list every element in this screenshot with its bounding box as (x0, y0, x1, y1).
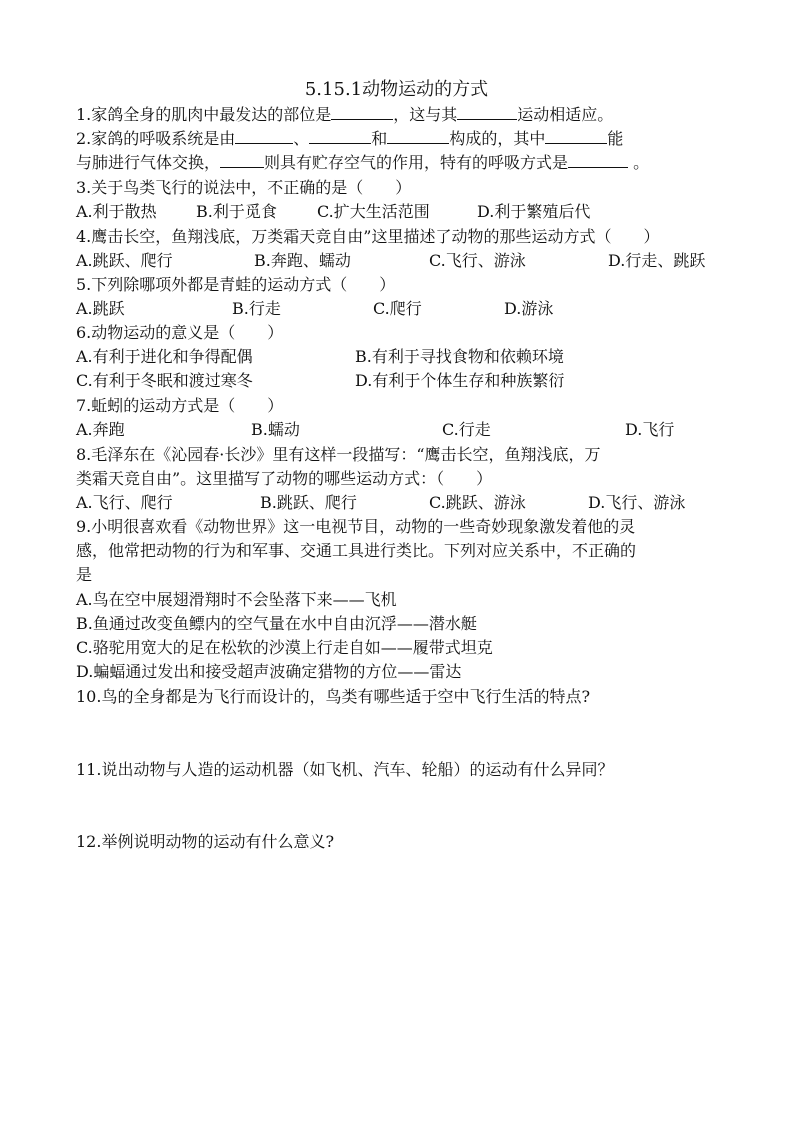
option-b[interactable]: B.跳跃、爬行 (260, 493, 357, 512)
question-8-options (76, 492, 736, 514)
answer-blank[interactable] (220, 152, 264, 168)
question-5-options (76, 298, 736, 320)
question-3-options (76, 201, 736, 223)
option-a[interactable]: A.奔跑 (76, 420, 125, 439)
option-b[interactable]: B.蠕动 (251, 420, 300, 439)
question-6-stem: 6.动物运动的意义是（ ） (76, 323, 284, 342)
question-7-stem: 7.蚯蚓的运动方式是（ ） (76, 396, 284, 415)
question-9-line-2: 感，他常把动物的行为和军事、交通工具进行类比。下列对应关系中，不正确的 (76, 541, 637, 560)
question-11: 11.说出动物与人造的运动机器（如飞机、汽车、轮船）的运动有什么异同？ (76, 760, 614, 779)
option-c[interactable]: C.行走 (442, 420, 491, 439)
answer-blank[interactable] (387, 128, 449, 144)
question-4-options (76, 250, 736, 272)
question-2-line-1: 2.家鸽的呼吸系统是由 、 和 构成的，其中 能 (76, 129, 624, 148)
question-3-stem: 3.关于鸟类飞行的说法中，不正确的是（ ） (76, 178, 412, 197)
question-12: 12.举例说明动物的运动有什么意义? (76, 832, 335, 851)
option-d[interactable]: D.有利于个体生存和种族繁衍 (355, 371, 565, 390)
question-9-line-1: 9.小明很喜欢看《动物世界》这一电视节目，动物的一些奇妙现象激发着他的灵 (76, 517, 636, 536)
option-c[interactable]: C.飞行、游泳 (429, 251, 526, 270)
option-c[interactable]: C.扩大生活范围 (317, 202, 430, 221)
option-d[interactable]: D.行走、跳跃 (608, 251, 706, 270)
page-title: 5.15.1动物运动的方式 (304, 79, 489, 100)
question-5-stem: 5.下列除哪项外都是青蛙的运动方式（ ） (76, 275, 396, 294)
option-b[interactable]: B.鱼通过改变鱼鳔内的空气量在水中自由沉浮——潜水艇 (76, 614, 477, 633)
question-7-options (76, 419, 736, 441)
option-b[interactable]: B.奔跑、蠕动 (254, 251, 351, 270)
question-8-line-2: 类霜天竞自由”。这里描写了动物的哪些运动方式：（ ） (76, 469, 493, 488)
answer-blank[interactable] (568, 152, 628, 168)
option-d[interactable]: D.蝙蝠通过发出和接受超声波确定猎物的方位——雷达 (76, 662, 462, 681)
question-6-options-row-2 (76, 370, 736, 392)
answer-blank[interactable] (545, 128, 607, 144)
option-a[interactable]: A.跳跃、爬行 (76, 251, 173, 270)
answer-blank[interactable] (457, 104, 517, 120)
question-2-line-2: 与肺进行气体交换， 则具有贮存空气的作用，特有的呼吸方式是 。 (76, 153, 650, 172)
option-d[interactable]: D.飞行、游泳 (588, 493, 686, 512)
option-c[interactable]: C.跳跃、游泳 (429, 493, 526, 512)
option-a[interactable]: A.有利于进化和争得配偶 (76, 347, 253, 366)
question-8-line-1: 8.毛泽东在《沁园春·长沙》里有这样一段描写：“鹰击长空，鱼翔浅底，万 (76, 445, 601, 464)
question-4-stem: 4.鹰击长空，鱼翔浅底，万类霜天竞自由”这里描述了动物的那些运动方式（ ） (76, 227, 660, 246)
option-b[interactable]: B.有利于寻找食物和依赖环境 (355, 347, 564, 366)
answer-blank[interactable] (235, 128, 293, 144)
option-a[interactable]: A.利于散热 (76, 202, 157, 221)
option-d[interactable]: D.游泳 (504, 299, 554, 318)
answer-blank[interactable] (309, 128, 371, 144)
question-10: 10.鸟的全身都是为飞行而设计的，鸟类有哪些适于空中飞行生活的特点? (76, 687, 591, 706)
option-a[interactable]: A.鸟在空中展翅滑翔时不会坠落下来——飞机 (76, 590, 397, 609)
option-c[interactable]: C.有利于冬眠和渡过寒冬 (76, 371, 253, 390)
option-a[interactable]: A.飞行、爬行 (76, 493, 173, 512)
option-c[interactable]: C.骆驼用宽大的足在松软的沙漠上行走自如——履带式坦克 (76, 638, 493, 657)
answer-blank[interactable] (331, 104, 393, 120)
option-d[interactable]: D.飞行 (625, 420, 675, 439)
question-1: 1.家鸽全身的肌肉中最发达的部位是 ，这与其 运动相适应。 (76, 105, 614, 124)
option-b[interactable]: B.行走 (232, 299, 281, 318)
question-9-line-3: 是 (76, 565, 93, 584)
option-a[interactable]: A.跳跃 (76, 299, 125, 318)
option-d[interactable]: D.利于繁殖后代 (477, 202, 591, 221)
question-6-options-row-1 (76, 346, 736, 368)
option-b[interactable]: B.利于觅食 (196, 202, 277, 221)
option-c[interactable]: C.爬行 (373, 299, 422, 318)
